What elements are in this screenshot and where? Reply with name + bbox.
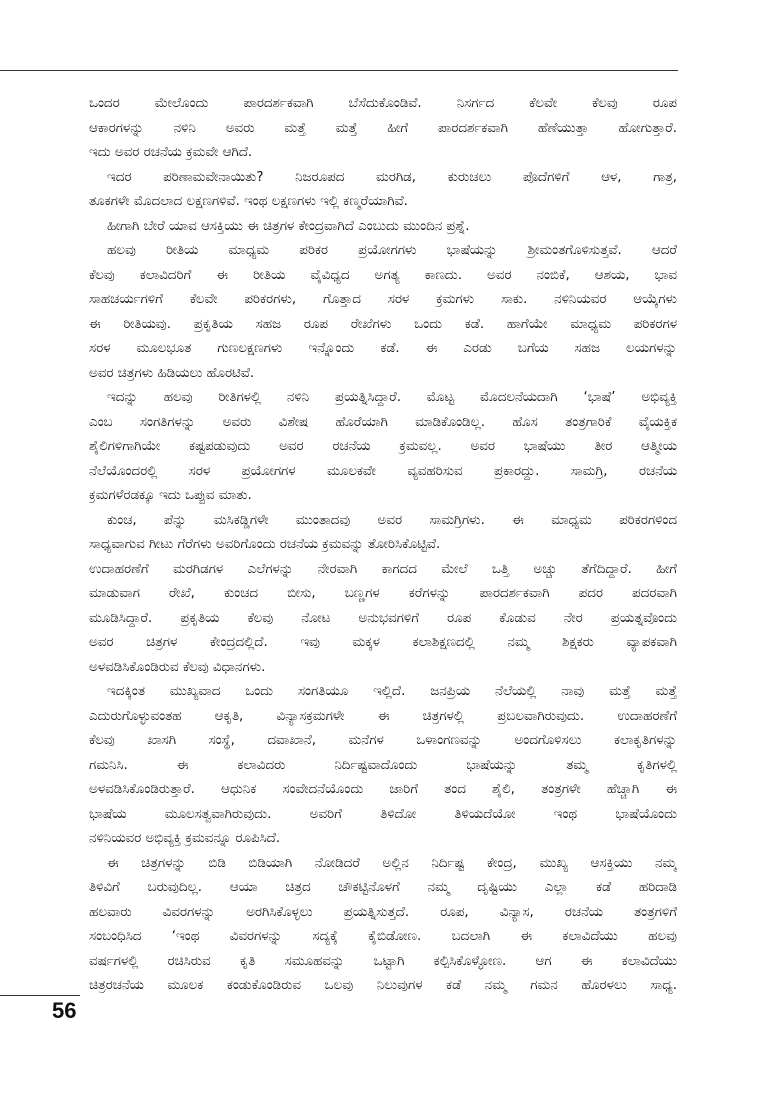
text-line: ನಳಿನಿಯವರ ಅಭಿವ್ಯಕ್ತಿ ಕ್ರಮವನ್ನೂ ರೂಪಿಸಿದೆ. [89, 831, 281, 846]
text-line: ಭಾಷೆಯ ಮೂಲಸತ್ವವಾಗಿರುವುದು. ಅವರಿಗೆ ತಿಳಿದೋ ತಿಳಿಯದೆಯೋ ಇಂಥ ಭಾಷೆಯೊಂದು [89, 806, 677, 822]
text-line: ನೆಲೆಯೊಂದರಲ್ಲಿ ಸರಳ ಪ್ರಯೋಗಗಳ ಮೂಲಕವೇ ವ್ಯವಹರಿಸುವ ಪ್ರಕಾರದ್ದು. ಸಾಮಗ್ರಿ, ರಚನೆಯ [89, 463, 677, 479]
text-line: ಅವರ ಚಿತ್ರಗಳು ಹಿಡಿಯಲು ಹೊರಟಿವೆ. [89, 365, 255, 381]
text-line: ಹಲವಾರು ವಿವರಗಳನ್ನು ಅರಗಿಸಿಕೊಳ್ಳಲು ಪ್ರಯತ್ನಿಸುತ್ತದೆ. ರೂಪ, ವಿನ್ಯಾಸ, ರಚನೆಯ ತಂತ್ರಗಳಿಗೆ [89, 904, 677, 920]
text-line: ಈ ಚಿತ್ರಗಳನ್ನು ಬಿಡಿ ಬಿಡಿಯಾಗಿ ನೋಡಿದರೆ ಅಲ್ಲಿನ ನಿರ್ದಿಷ್ಟ ಕೇಂದ್ರ, ಮುಖ್ಯ ಆಸಕ್ತಿಯು ನಮ್ಮ [107, 855, 677, 871]
text-line: ಆಕಾರಗಳನ್ನು ನಳಿನಿ ಅವರು ಮತ್ತೆ ಮತ್ತೆ ಹೀಗೆ ಪಾರದರ್ಶಕವಾಗಿ ಹೆಣೆಯುತ್ತಾ ಹೋಗುತ್ತಾರೆ. [89, 120, 677, 136]
text-line: ಉದಾಹರಣೆಗೆ ಮರಗಿಡಗಳ ಎಲೆಗಳನ್ನು ನೇರವಾಗಿ ಕಾಗದದ ಮೇಲೆ ಒತ್ತಿ ಅಚ್ಚು ತೆಗೆದಿದ್ದಾರೆ. ಹೀಗೆ [89, 561, 677, 577]
text-line: ತಿಳಿವಿಗೆ ಬರುವುದಿಲ್ಲ. ಆಯಾ ಚಿತ್ರದ ಚೌಕಟ್ಟಿನೊಳಗೆ ನಮ್ಮ ದೃಷ್ಟಿಯು ಎಲ್ಲಾ ಕಡೆ ಹರಿದಾಡಿ [89, 880, 677, 895]
footer-rule [0, 995, 80, 996]
text-line: ಶೈಲಿಗಳಿಗಾಗಿಯೇ ಕಷ್ಟಪಡುವುದು ಅವರ ರಚನೆಯ ಕ್ರಮವಲ್ಲ. ಅವರ ಭಾಷೆಯು ತೀರ ಆತ್ಮೀಯ [89, 439, 677, 454]
text-line: ಕ್ರಮಗಳೆರಡಕ್ಕೂ ಇದು ಒಪ್ಪುವ ಮಾತು. [89, 488, 252, 503]
text-line: ಮಾಡುವಾಗ ರೇಖೆ, ಕುಂಚದ ಬೀಸು, ಬಣ್ಣಗಳ ಕರೆಗಳನ್ನು ಪಾರದರ್ಶಕವಾಗಿ ಪದರ ಪದರವಾಗಿ [89, 586, 677, 601]
text-line: ಸಾಹಚರ್ಯಗಳಿಗೆ ಕೆಲವೇ ಪರಿಕರಗಳು, ಗೊತ್ತಾದ ಸರಳ ಕ್ರಮಗಳು ಸಾಕು. ನಳಿನಿಯವರ ಆಯ್ಕೆಗಳು [89, 292, 677, 307]
text-line: ಸಂಬಂಧಿಸಿದ ‘ಇಂಥ ವಿವರಗಳನ್ನು ಸದ್ಯಕ್ಕೆ ಕೈಬಿಡೋಣ. ಬದಲಾಗಿ ಈ ಕಲಾವಿದೆಯು ಹಲವು [89, 929, 677, 944]
text-line: ಈ ರೀತಿಯವು. ಪ್ರಕೃತಿಯ ಸಹಜ ರೂಪ ರೇಖೆಗಳು ಒಂದು ಕಡೆ. ಹಾಗೆಯೇ ಮಾಧ್ಯಮ ಪರಿಕರಗಳ [89, 316, 677, 332]
text-line: ಇದರ ಪರಿಣಾಮವೇನಾಯಿತು? ನಿಜರೂಪದ ಮರಗಿಡ, ಕುರುಚಲು ಪೊದೆಗಳಿಗೆ ಆಳ, ಗಾತ್ರ, [107, 169, 677, 185]
text-line: ಇದನ್ನು ಹಲವು ರೀತಿಗಳಲ್ಲಿ ನಳಿನಿ ಪ್ರಯತ್ನಿಸಿದ್ದಾರೆ. ಮೊಟ್ಟ ಮೊದಲನೆಯದಾಗಿ ‘ಭಾಷೆ’ ಅಭಿವ್ಯಕ್ತಿ [107, 390, 677, 405]
text-line: ಅಳವಡಿಸಿಕೊಂಡಿರುವ ಕೆಲವು ವಿಧಾನಗಳು. [89, 659, 266, 675]
text-line: ವರ್ಷಗಳಲ್ಲಿ ರಚಿಸಿರುವ ಕೃತಿ ಸಮೂಹವನ್ನು ಒಟ್ಟಾಗಿ ಕಲ್ಪಿಸಿಕೊಳ್ಳೋಣ. ಆಗ ಈ ಕಲಾವಿದೆಯು [89, 953, 677, 969]
text-line: ಎದುರುಗೊಳ್ಳುವಂತಹ ಆಕೃತಿ, ವಿನ್ಯಾಸಕ್ರಮಗಳೇ ಈ ಚಿತ್ರಗಳಲ್ಲಿ ಪ್ರಬಲವಾಗಿರುವುದು. ಉದಾಹರಣೆಗೆ [89, 708, 677, 724]
text-line: ಇದಕ್ಕಿಂತ ಮುಖ್ಯವಾದ ಒಂದು ಸಂಗತಿಯೂ ಇಲ್ಲಿದೆ. ಜನಪ್ರಿಯ ನೆಲೆಯಲ್ಲಿ ನಾವು ಮತ್ತೆ ಮತ್ತೆ [107, 684, 677, 699]
text-line: ತೂಕಗಳೇ ಮೊದಲಾದ ಲಕ್ಷಣಗಳಿವೆ. ಇಂಥ ಲಕ್ಷಣಗಳು ಇಲ್ಲಿ ಕಣ್ಮರೆಯಾಗಿವೆ. [89, 194, 408, 209]
page-number: 56 [52, 998, 77, 1023]
text-line: ಒಂದರ ಮೇಲೊಂದು ಪಾರದರ್ಶಕವಾಗಿ ಬೆಸೆದುಕೊಂಡಿವೆ. ನಿಸರ್ಗದ ಕೆಲವೇ ಕೆಲವು ರೂಪ [89, 96, 677, 111]
text-line: ಇದು ಅವರ ರಚನೆಯ ಕ್ರಮವೇ ಆಗಿದೆ. [89, 145, 253, 160]
text-line: ಅವರ ಚಿತ್ರಗಳ ಕೇಂದ್ರದಲ್ಲಿದೆ. ಇವು ಮಕ್ಕಳ ಕಲಾಶಿಕ್ಷಣದಲ್ಲಿ ನಮ್ಮ ಶಿಕ್ಷಕರು ವ್ಯಾಪಕವಾಗಿ [89, 635, 677, 650]
text-line: ಚಿತ್ರರಚನೆಯ ಮೂಲಕ ಕಂಡುಕೊಂಡಿರುವ ಒಲವು ನಿಲುವುಗಳ ಕಡೆ ನಮ್ಮ ಗಮನ ಹೊರಳಲು ಸಾಧ್ಯ. [89, 978, 677, 993]
text-line: ಎಂಬ ಸಂಗತಿಗಳನ್ನು ಅವರು ವಿಶೇಷ ಹೊರೆಯಾಗಿ ಮಾಡಿಕೊಂಡಿಲ್ಲ. ಹೊಸ ತಂತ್ರಗಾರಿಕೆ ವೈಯಕ್ತಿಕ [89, 414, 677, 430]
text-line: ಸರಳ ಮೂಲಭೂತ ಗುಣಲಕ್ಷಣಗಳು ಇನ್ನೊಂದು ಕಡೆ. ಈ ಎರಡು ಬಗೆಯ ಸಹಜ ಲಯಗಳನ್ನು [89, 341, 677, 356]
header-rule [0, 70, 678, 71]
text-line: ಹಲವು ರೀತಿಯ ಮಾಧ್ಯಮ ಪರಿಕರ ಪ್ರಯೋಗಗಳು ಭಾಷೆಯನ್ನು ಶ್ರೀಮಂತಗೊಳಿಸುತ್ತವೆ. ಆದರೆ [107, 243, 677, 258]
text-line: ಕೆಲವು ಖಾಸಗಿ ಸಂಸ್ಥೆ, ದವಾಖಾನೆ, ಮನೆಗಳ ಒಳಾಂಗಣವನ್ನು ಅಂದಗೊಳಿಸಲು ಕಲಾಕೃತಿಗಳನ್ನು [89, 733, 677, 748]
text-line: ಮೂಡಿಸಿದ್ದಾರೆ. ಪ್ರಕೃತಿಯ ಕೆಲವು ನೋಟ ಅನುಭವಗಳಿಗೆ ರೂಪ ಕೊಡುವ ನೇರ ಪ್ರಯತ್ನವೊಂದು [89, 610, 677, 626]
body-text [89, 92, 677, 999]
text-line: ಕುಂಚ, ಪೆನ್ನು ಮಸಿಕಡ್ಡಿಗಳೇ ಮುಂತಾದವು ಅವರ ಸಾಮಗ್ರಿಗಳು. ಈ ಮಾಧ್ಯಮ ಪರಿಕರಗಳಿಂದ [107, 512, 677, 528]
text-line: ಹೀಗಾಗಿ ಬೇರೆ ಯಾವ ಆಸಕ್ತಿಯು ಈ ಚಿತ್ರಗಳ ಕೇಂದ್ರವಾಗಿದೆ ಎಂಬುದು ಮುಂದಿನ ಪ್ರಶ್ನೆ. [107, 218, 470, 234]
text-line: ಅಳವಡಿಸಿಕೊಂಡಿರುತ್ತಾರೆ. ಆಧುನಿಕ ಸಂವೇದನೆಯೊಂದು ಜಾರಿಗೆ ತಂದ ಶೈಲಿ, ತಂತ್ರಗಳೇ ಹೆಚ್ಚಾಗಿ ಈ [89, 782, 677, 797]
text-line: ಸಾಧ್ಯವಾಗುವ ಗೀಟು ಗೆರೆಗಳು ಅವರಿಗೊಂದು ರಚನೆಯ ಕ್ರಮವನ್ನು ತೋರಿಸಿಕೊಟ್ಟಿವೆ. [89, 537, 441, 552]
text-line: ಗಮನಿಸಿ. ಈ ಕಲಾವಿದರು ನಿರ್ದಿಷ್ಟವಾದೊಂದು ಭಾಷೆಯನ್ನು ತಮ್ಮ ಕೃತಿಗಳಲ್ಲಿ [89, 757, 677, 773]
text-line: ಕೆಲವು ಕಲಾವಿದರಿಗೆ ಈ ರೀತಿಯ ವೈವಿಧ್ಯದ ಅಗತ್ಯ ಕಾಣದು. ಅವರ ನಂಬಿಕೆ, ಆಶಯ, ಭಾವ [89, 267, 677, 283]
